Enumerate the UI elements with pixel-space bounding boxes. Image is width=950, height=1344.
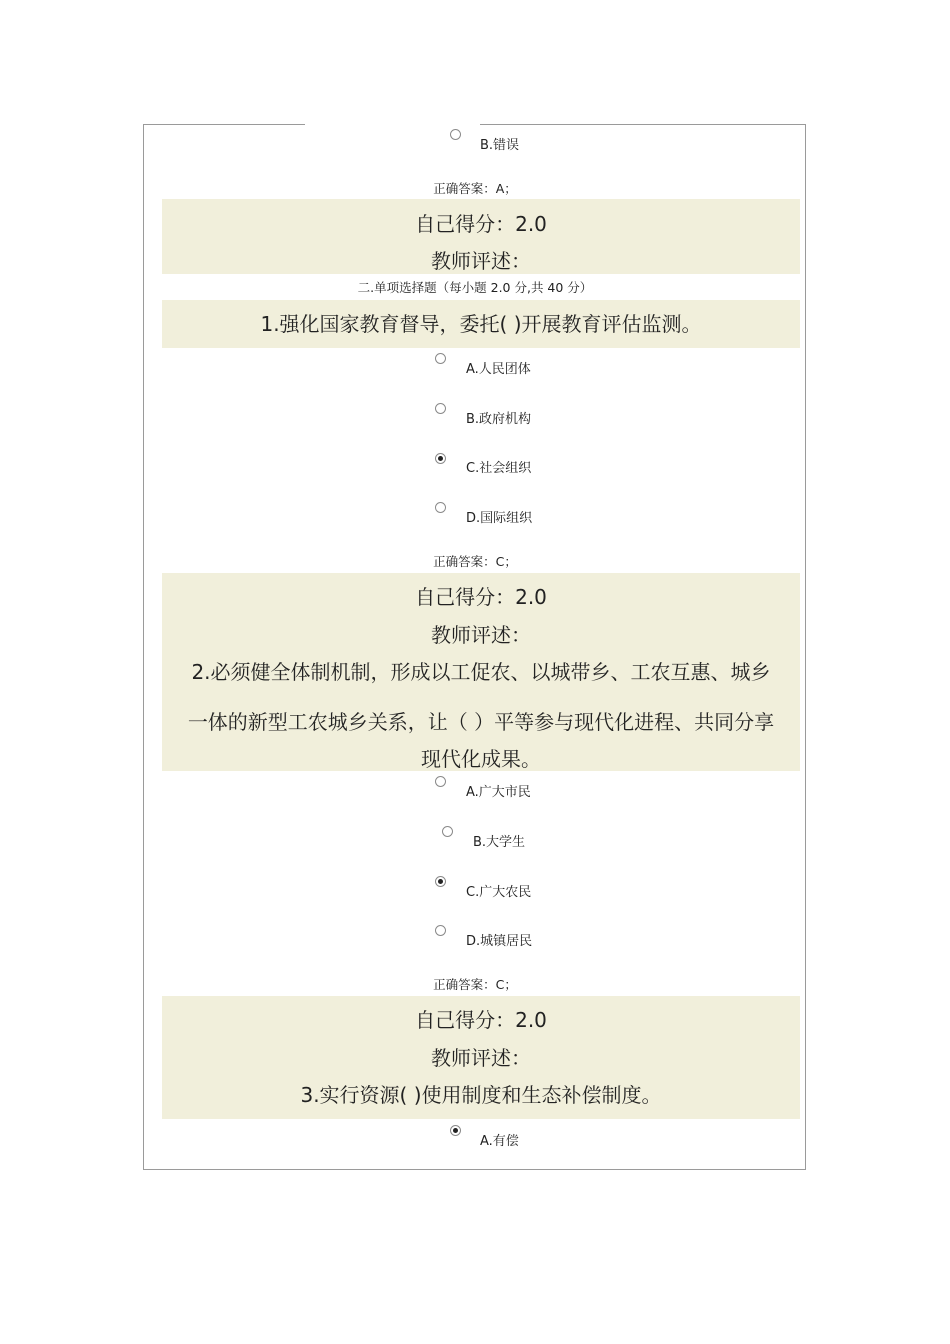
radio-q2-c[interactable] <box>435 876 446 887</box>
radio-q2-b[interactable] <box>442 826 453 837</box>
question-text-q2-line3: 现代化成果。 <box>421 747 541 771</box>
correct-answer-q0: 正确答案：A； <box>433 181 517 196</box>
frame-gap <box>305 122 480 126</box>
option-q0-b: B.错误 <box>480 138 520 153</box>
radio-q1-a[interactable] <box>435 353 446 364</box>
question-text-q2-line2: 一体的新型工农城乡关系，让（ ）平等参与现代化进程、共同分享 <box>187 710 775 734</box>
option-q3-a: A.有偿 <box>480 1134 519 1149</box>
option-q2-b: B.大学生 <box>473 835 526 850</box>
option-q2-a: A.广大市民 <box>466 785 531 800</box>
option-q2-d: D.城镇居民 <box>466 934 533 949</box>
radio-q1-c[interactable] <box>435 453 446 464</box>
option-q1-a: A.人民团体 <box>466 362 531 377</box>
option-q1-b: B.政府机构 <box>466 412 532 427</box>
comment-q2: 教师评述： <box>431 1046 531 1070</box>
correct-answer-q2: 正确答案：C； <box>433 977 517 992</box>
radio-q3-a[interactable] <box>450 1125 461 1136</box>
score-q2: 自己得分：2.0 <box>415 1008 547 1032</box>
option-q1-c: C.社会组织 <box>466 461 532 476</box>
option-q1-d: D.国际组织 <box>466 511 533 526</box>
radio-q1-d[interactable] <box>435 502 446 513</box>
score-q1: 自己得分：2.0 <box>415 585 547 609</box>
radio-q2-a[interactable] <box>435 776 446 787</box>
comment-q1: 教师评述： <box>431 623 531 647</box>
radio-q0-b[interactable] <box>450 129 461 140</box>
score-q0: 自己得分：2.0 <box>415 212 547 236</box>
question-text-q1: 1.强化国家教育督导，委托( )开展教育评估监测。 <box>260 312 702 336</box>
question-text-q3: 3.实行资源( )使用制度和生态补偿制度。 <box>300 1083 662 1107</box>
correct-answer-q1: 正确答案：C； <box>433 554 517 569</box>
radio-q1-b[interactable] <box>435 403 446 414</box>
section-title: 二.单项选择题（每小题 2.0 分,共 40 分） <box>357 280 593 295</box>
question-text-q2-line1: 2.必须健全体制机制，形成以工促农、以城带乡、工农互惠、城乡 <box>191 660 771 684</box>
radio-q2-d[interactable] <box>435 925 446 936</box>
option-q2-c: C.广大农民 <box>466 885 532 900</box>
comment-q0: 教师评述： <box>431 249 531 273</box>
